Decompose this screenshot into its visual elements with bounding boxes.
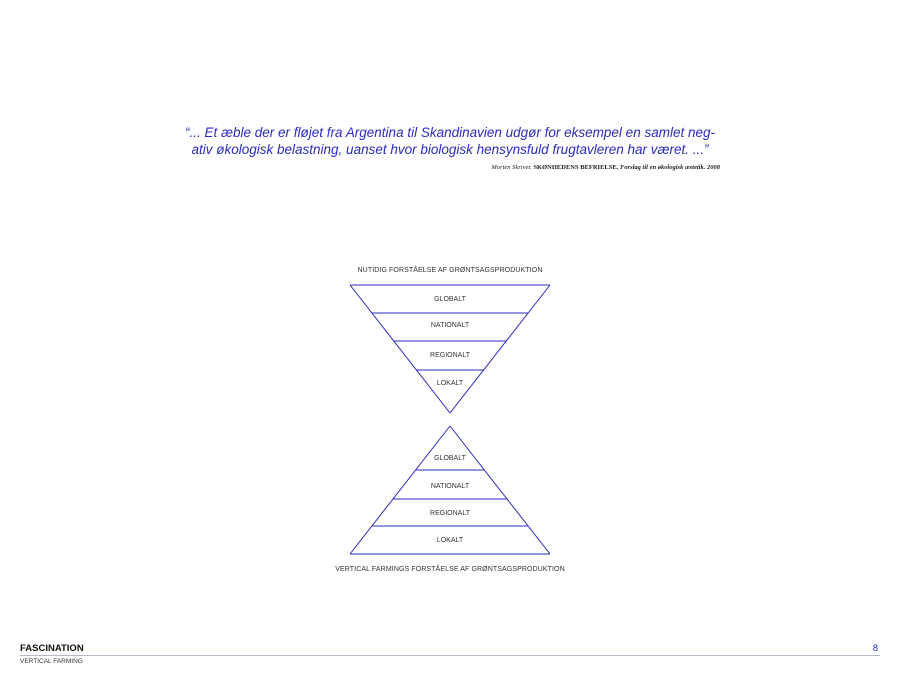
quote-line-1: “... Et æble der er fløjet fra Argentina til Skandinavien udgør for eksempel en samlet neg- (184, 125, 715, 140)
pyramid-caption: VERTICAL FARMINGS FORSTÅELSE AF GRØNTSAGSPRODUKTION (335, 566, 565, 573)
citation-subtitle: Forslag til en økologisk æstetik. 2008 (619, 164, 720, 171)
inverted-pyramid-caption: NUTIDIG FORSTÅELSE AF GRØNTSAGSPRODUKTION (357, 267, 543, 274)
citation-book: SKØNHEDENS BEFRIELSE, (533, 164, 619, 171)
footer-title: FASCINATION (20, 643, 84, 654)
pyramid-left-edge (350, 426, 450, 554)
footer-subtitle: VERTICAL FARMING (20, 658, 83, 665)
pyramid-level-label: REGIONALT (430, 509, 470, 517)
inverted-pyramid (350, 285, 550, 413)
pyramid-level-label: GLOBALT (434, 454, 466, 462)
inverted-pyramid-level-label: GLOBALT (434, 295, 466, 303)
inverted-pyramid-level-label: NATIONALT (430, 321, 470, 329)
pyramid-level-label: NATIONALT (430, 482, 470, 490)
pyramid-level-label: LOKALT (436, 536, 464, 544)
citation-author: Morten Skriver. (491, 164, 532, 171)
footer-divider (20, 655, 880, 656)
inverted-pyramid-right-edge (450, 285, 550, 413)
inverted-pyramid-level-label: REGIONALT (430, 351, 470, 359)
inverted-pyramid-level-label: LOKALT (436, 379, 464, 387)
page-number: 8 (872, 643, 878, 654)
inverted-pyramid-left-edge (350, 285, 450, 413)
quote-line-2: ativ økologisk belastning, uanset hvor biologisk hensynsfuld frugtavleren har været. ...” (191, 142, 709, 157)
upright-pyramid (350, 426, 550, 554)
pyramid-right-edge (450, 426, 550, 554)
